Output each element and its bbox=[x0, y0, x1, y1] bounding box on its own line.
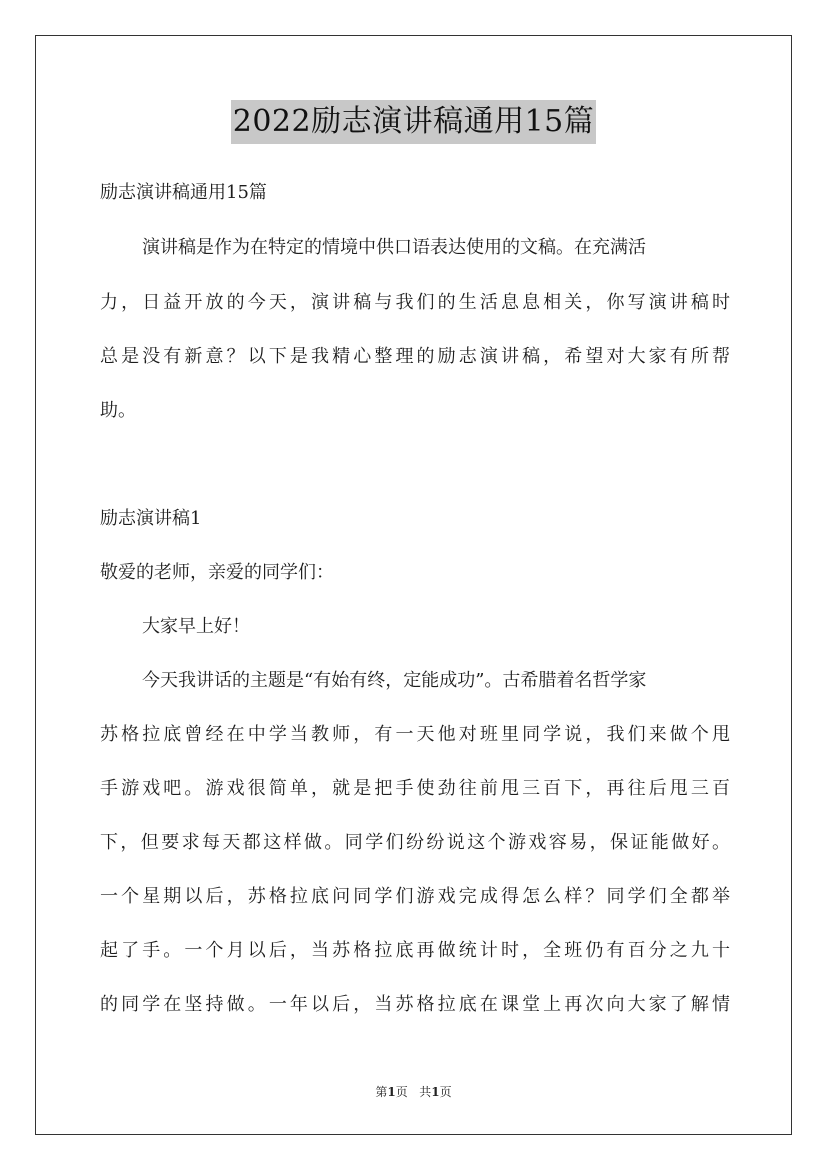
intro-line-1: 演讲稿是作为在特定的情境中供口语表达使用的文稿。在充满活 bbox=[142, 237, 646, 258]
body-line-5: 一个星期以后，苏格拉底问同学们游戏完成得怎么样？同学们全都举 bbox=[100, 886, 730, 907]
body-line-4: 下，但要求每天都这样做。同学们纷纷说这个游戏容易，保证能做好。 bbox=[100, 832, 730, 853]
document-subtitle: 励志演讲稿通用15篇 bbox=[100, 182, 267, 203]
greeting: 大家早上好！ bbox=[142, 616, 250, 637]
section-heading: 励志演讲稿1 bbox=[100, 508, 202, 529]
page-suffix: 页 bbox=[395, 1085, 408, 1099]
title-container bbox=[0, 100, 827, 144]
total-suffix: 页 bbox=[439, 1085, 452, 1099]
body-line-7: 的同学在坚持做。一年以后，当苏格拉底在课堂上再次向大家了解情 bbox=[100, 994, 730, 1015]
body-line-1: 今天我讲话的主题是“有始有终，定能成功”。古希腊着名哲学家 bbox=[142, 670, 647, 691]
body-line-3: 手游戏吧。游戏很简单，就是把手使劲往前甩三百下，再往后甩三百 bbox=[100, 778, 730, 799]
document-title: 2022励志演讲稿通用15篇 bbox=[231, 100, 597, 144]
intro-line-2: 力，日益开放的今天，演讲稿与我们的生活息息相关，你写演讲稿时 bbox=[100, 292, 730, 313]
body-line-6: 起了手。一个月以后，当苏格拉底再做统计时，全班仍有百分之九十 bbox=[100, 940, 730, 961]
page-footer bbox=[0, 1084, 827, 1100]
total-number: 1 bbox=[431, 1085, 440, 1099]
body-line-2: 苏格拉底曾经在中学当教师，有一天他对班里同学说，我们来做个甩 bbox=[100, 724, 730, 745]
page-number: 1 bbox=[387, 1085, 396, 1099]
total-prefix: 共 bbox=[419, 1085, 432, 1099]
page-prefix: 第 bbox=[375, 1085, 388, 1099]
intro-line-3: 总是没有新意？以下是我精心整理的励志演讲稿，希望对大家有所帮 bbox=[100, 346, 730, 367]
salutation: 敬爱的老师，亲爱的同学们： bbox=[100, 562, 334, 583]
intro-line-4: 助。 bbox=[100, 400, 136, 421]
